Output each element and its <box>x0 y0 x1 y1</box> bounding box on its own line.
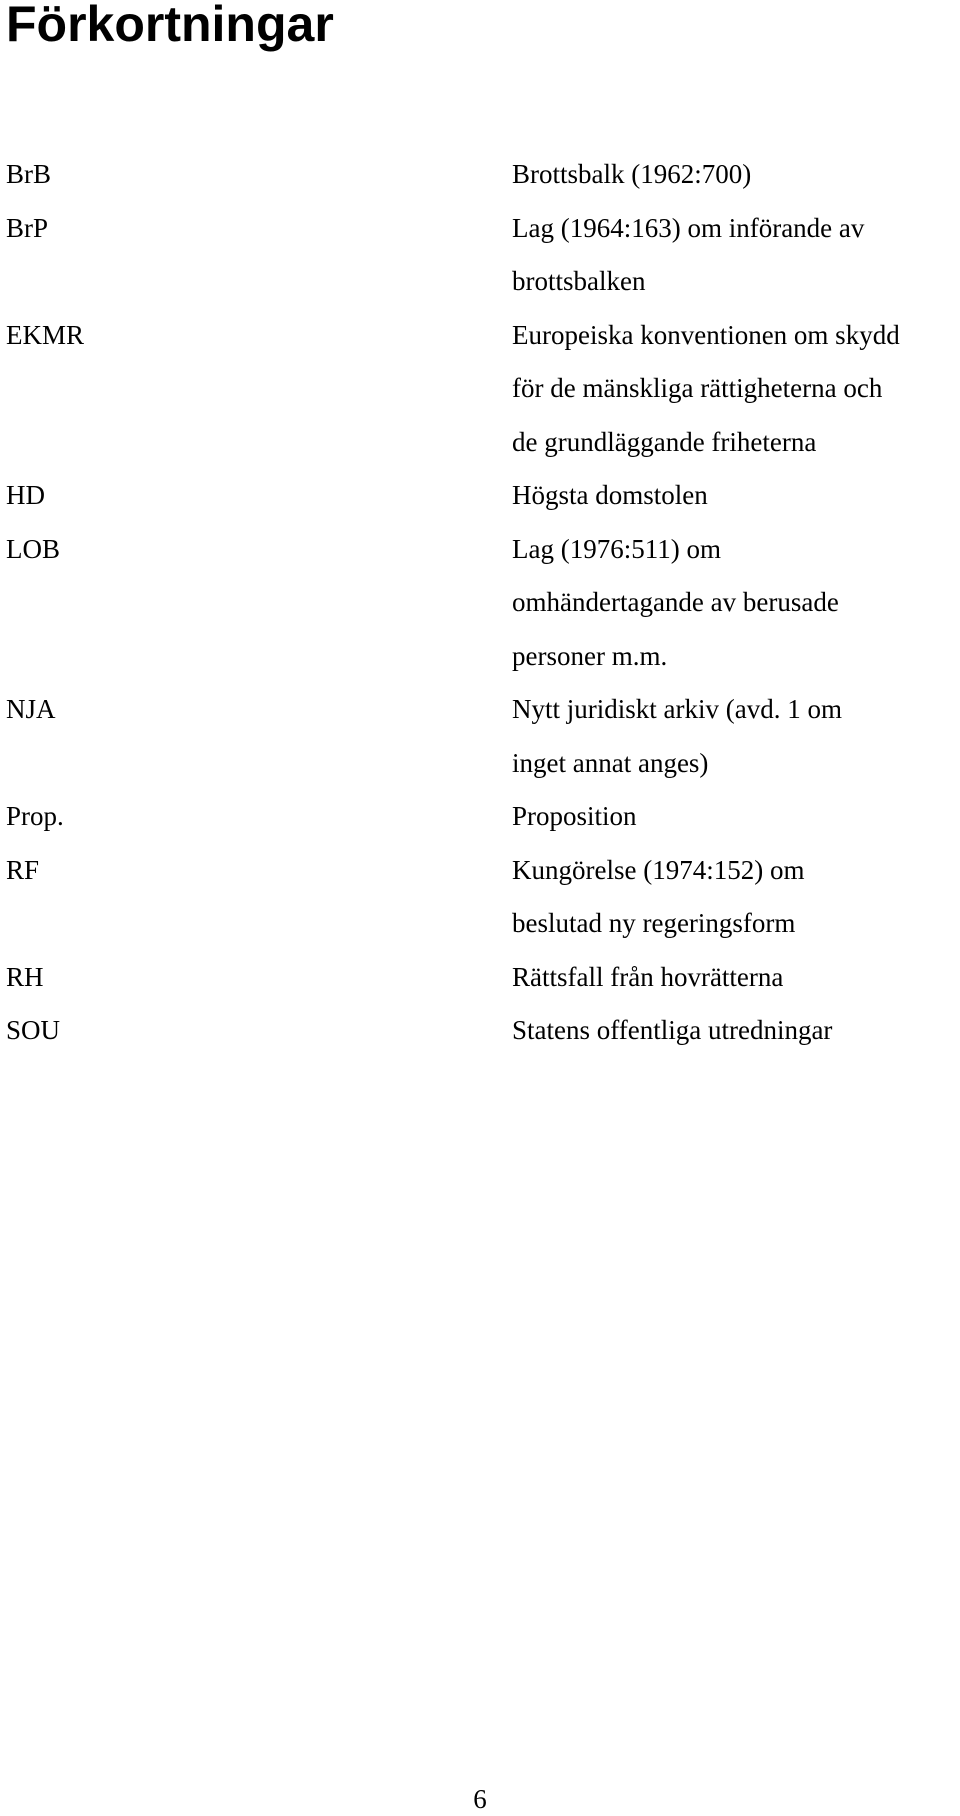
definition-line: omhändertagande av berusade <box>512 587 839 617</box>
abbreviation-definition <box>512 844 952 951</box>
definition-line: inget annat anges) <box>512 747 709 778</box>
definition-line: Brottsbalk (1962:700) <box>512 159 752 189</box>
abbreviation-term: EKMR <box>6 319 85 350</box>
abbreviation-term: LOB <box>6 533 60 564</box>
abbreviation-term: BrB <box>6 159 52 189</box>
abbreviation-row <box>6 469 956 523</box>
abbreviation-definition <box>512 148 952 202</box>
definition-line: Statens offentliga utredningar <box>512 1015 833 1045</box>
abbreviation-definition <box>512 683 952 790</box>
abbreviation-term: NJA <box>6 694 56 724</box>
abbreviation-definition <box>512 202 952 309</box>
abbreviation-row <box>6 309 956 470</box>
page-title: Förkortningar <box>6 0 334 52</box>
definition-line: Lag (1976:511) om <box>512 533 721 564</box>
abbreviation-row <box>6 790 956 844</box>
abbreviation-row <box>6 1004 956 1058</box>
abbreviation-definition <box>512 309 952 470</box>
definition-line: brottsbalken <box>512 266 646 296</box>
abbreviation-term: RH <box>6 961 44 992</box>
definition-line: Nytt juridiskt arkiv (avd. 1 om <box>512 694 842 724</box>
abbreviation-term: BrP <box>6 212 49 243</box>
abbreviation-term: RF <box>6 854 40 885</box>
abbreviation-row <box>6 148 956 202</box>
definition-line: för de mänskliga rättigheterna och <box>512 373 883 403</box>
abbreviation-definition <box>512 469 952 523</box>
abbreviation-term: Prop. <box>6 801 64 831</box>
abbreviation-definition <box>512 790 952 844</box>
abbreviation-row <box>6 523 956 684</box>
definition-line: personer m.m. <box>512 640 668 671</box>
abbreviation-term: HD <box>6 480 45 510</box>
abbreviation-term: SOU <box>6 1015 61 1045</box>
definition-line: Lag (1964:163) om införande av <box>512 212 865 243</box>
definition-line: Europeiska konventionen om skydd <box>512 319 900 350</box>
abbreviation-row <box>6 202 956 309</box>
abbreviation-list <box>6 148 956 1058</box>
abbreviation-definition <box>512 951 952 1005</box>
page-number: 6 <box>473 1784 487 1814</box>
definition-line: Rättsfall från hovrätterna <box>512 961 784 992</box>
abbreviation-definition <box>512 523 952 684</box>
definition-line: de grundläggande friheterna <box>512 426 817 457</box>
definition-line: Högsta domstolen <box>512 480 708 510</box>
definition-line: Kungörelse (1974:152) om <box>512 854 805 885</box>
definition-line: Proposition <box>512 801 637 831</box>
abbreviation-row <box>6 683 956 790</box>
abbreviation-row <box>6 844 956 951</box>
abbreviation-definition <box>512 1004 952 1058</box>
abbreviation-row <box>6 951 956 1005</box>
definition-line: beslutad ny regeringsform <box>512 908 796 938</box>
